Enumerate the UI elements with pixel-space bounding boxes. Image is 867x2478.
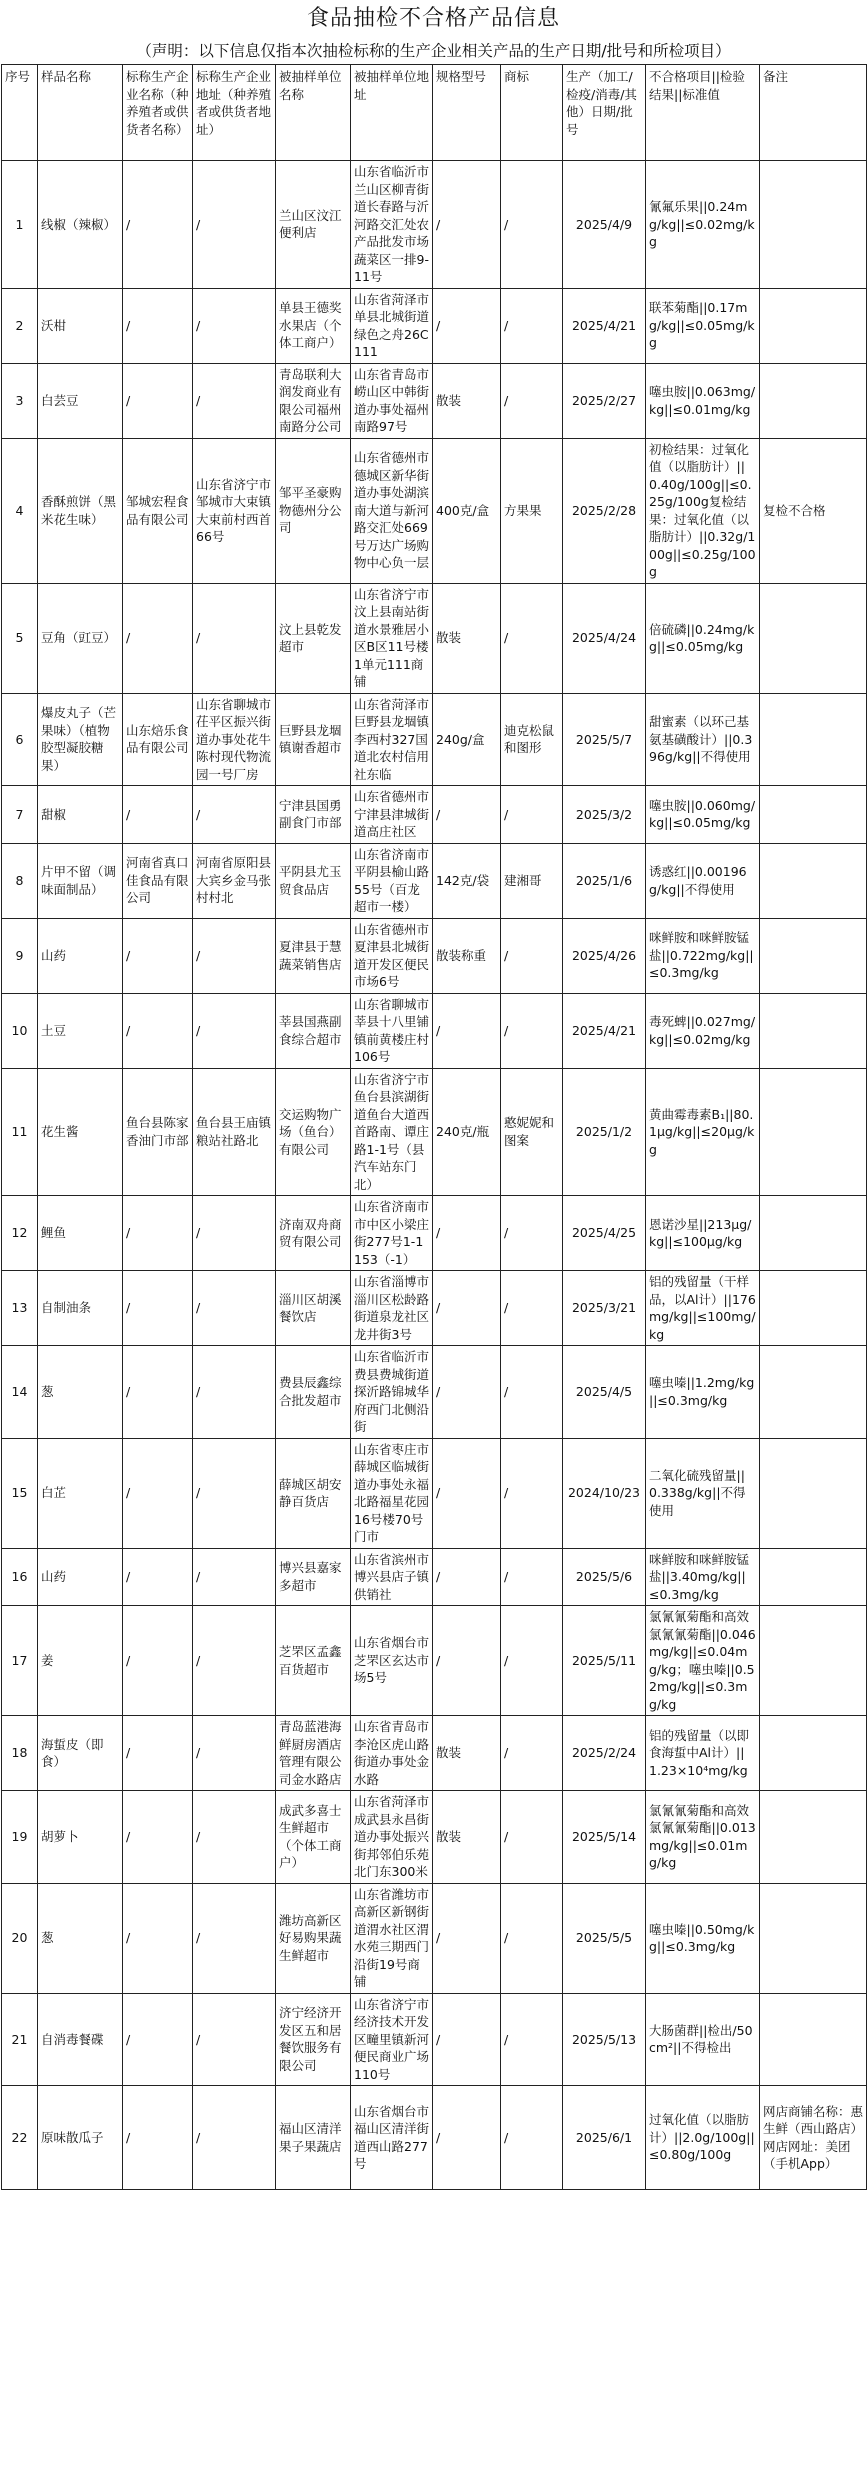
table-row — [2, 438, 867, 583]
table-cell: / — [501, 1548, 563, 1606]
table-cell: 2025/2/28 — [563, 438, 646, 583]
table-cell: 汶上县乾发超市 — [276, 583, 351, 693]
table-cell: / — [123, 1606, 193, 1716]
table-row — [2, 786, 867, 844]
table-row — [2, 1271, 867, 1346]
table-cell: 铝的残留量（干样品，以Al计）||176mg/kg||≤100mg/kg — [646, 1271, 760, 1346]
table-row — [2, 363, 867, 438]
table-cell: 鱼台县王庙镇粮站社路北 — [193, 1068, 276, 1196]
table-row — [2, 583, 867, 693]
table-cell — [760, 1346, 867, 1439]
table-cell: / — [193, 1791, 276, 1884]
table-cell: 夏津县于慧蔬菜销售店 — [276, 918, 351, 993]
table-cell: 山东省济宁市经济技术开发区疃里镇新河便民商业广场110号 — [351, 1993, 433, 2086]
table-cell: / — [501, 1271, 563, 1346]
table-cell: 21 — [2, 1993, 38, 2086]
table-cell: 成武多喜士生鲜超市（个体工商户） — [276, 1791, 351, 1884]
table-cell: / — [433, 1346, 501, 1439]
header-cell: 被抽样单位名称 — [276, 65, 351, 161]
table-cell: 山东省聊城市莘县十八里铺镇前黄楼庄村106号 — [351, 993, 433, 1068]
table-cell: / — [123, 161, 193, 289]
table-cell: / — [193, 1271, 276, 1346]
table-cell: 原味散瓜子 — [38, 2086, 123, 2190]
table-cell: 400克/盒 — [433, 438, 501, 583]
table-cell: 姜 — [38, 1606, 123, 1716]
table-cell: / — [433, 2086, 501, 2190]
table-cell — [760, 1993, 867, 2086]
table-cell: 8 — [2, 843, 38, 918]
table-cell: / — [501, 1791, 563, 1884]
table-cell: 散装 — [433, 583, 501, 693]
header-cell: 序号 — [2, 65, 38, 161]
table-cell: / — [193, 161, 276, 289]
table-cell: 河南省原阳县大宾乡金马张村村北 — [193, 843, 276, 918]
table-cell: 济南双舟商贸有限公司 — [276, 1196, 351, 1271]
table-cell: 初检结果：过氧化值（以脂肪计）||0.40g/100g||≤0.25g/100g复检结果：过氧化值（以脂肪计）||0.32g/100g||≤0.25g/100g — [646, 438, 760, 583]
table-cell: / — [193, 1606, 276, 1716]
table-cell: 2025/3/21 — [563, 1271, 646, 1346]
table-cell: 20 — [2, 1883, 38, 1993]
table-cell: 山东省青岛市崂山区中韩街道办事处福州南路97号 — [351, 363, 433, 438]
table-cell: 2025/4/21 — [563, 993, 646, 1068]
table-row — [2, 1993, 867, 2086]
table-cell: 山东省济宁市鱼台县滨湖街道鱼台大道西首路南、谭庄路1-1号（县汽车站东门北） — [351, 1068, 433, 1196]
table-cell: 恩诺沙星||213μg/kg||≤100μg/kg — [646, 1196, 760, 1271]
table-cell: 胡萝卜 — [38, 1791, 123, 1884]
table-cell: 9 — [2, 918, 38, 993]
table-cell: / — [193, 993, 276, 1068]
table-cell: / — [501, 1438, 563, 1548]
table-cell: 山东省济宁市汶上县南站街道水景雅居小区B区11号楼1单元111商铺 — [351, 583, 433, 693]
table-cell: / — [123, 1548, 193, 1606]
table-cell: / — [501, 1716, 563, 1791]
table-row — [2, 843, 867, 918]
table-cell: 邹平圣豪购物德州分公司 — [276, 438, 351, 583]
table-cell: 白芸豆 — [38, 363, 123, 438]
table-row — [2, 1438, 867, 1548]
table-cell: 山东省临沂市兰山区柳青街道长春路与沂河路交汇处农产品批发市场蔬菜区一排9-11号 — [351, 161, 433, 289]
disclaimer-note: （声明：以下信息仅指本次抽检标称的生产企业相关产品的生产日期/批号和所检项目） — [136, 42, 731, 60]
table-cell: 潍坊高新区好易购果蔬生鲜超市 — [276, 1883, 351, 1993]
table-cell: 山药 — [38, 1548, 123, 1606]
table-cell: 噻虫胺||0.063mg/kg||≤0.01mg/kg — [646, 363, 760, 438]
header-cell: 规格型号 — [433, 65, 501, 161]
table-cell: 二氧化硫残留量||0.338g/kg||不得使用 — [646, 1438, 760, 1548]
table-cell — [760, 1791, 867, 1884]
table-cell: / — [193, 363, 276, 438]
table-cell: 5 — [2, 583, 38, 693]
table-cell: 2025/6/1 — [563, 2086, 646, 2190]
table-cell: 4 — [2, 438, 38, 583]
table-cell: 福山区清洋果子果蔬店 — [276, 2086, 351, 2190]
table-cell: / — [123, 1993, 193, 2086]
table-cell — [760, 1196, 867, 1271]
table-cell: 爆皮丸子（芒果味）（植物胶型凝胶糖果） — [38, 693, 123, 786]
table-cell: 山东省聊城市茌平区振兴街道办事处花牛陈村现代物流园一号厂房 — [193, 693, 276, 786]
table-cell: / — [433, 786, 501, 844]
table-cell: 山东省临沂市费县费城街道探沂路锦城华府西门北侧沿街 — [351, 1346, 433, 1439]
table-cell: 2025/5/13 — [563, 1993, 646, 2086]
table-cell: 土豆 — [38, 993, 123, 1068]
table-cell: 鱼台县陈家香油门市部 — [123, 1068, 193, 1196]
table-cell: 山东省淄博市淄川区松龄路街道泉龙社区龙井街3号 — [351, 1271, 433, 1346]
table-cell: 13 — [2, 1271, 38, 1346]
table-row — [2, 1196, 867, 1271]
table-cell: 1 — [2, 161, 38, 289]
table-cell: 山东省菏泽市成武县永昌街道办事处振兴街邦邻伯乐苑北门东300米 — [351, 1791, 433, 1884]
table-cell: 过氧化值（以脂肪计）||2.0g/100g||≤0.80g/100g — [646, 2086, 760, 2190]
inspection-table — [1, 64, 867, 2190]
table-cell: / — [123, 918, 193, 993]
table-cell: 铝的残留量（以即食海蜇中Al计）||1.23×10⁴mg/kg — [646, 1716, 760, 1791]
table-cell: 山东省滨州市博兴县店子镇供销社 — [351, 1548, 433, 1606]
table-cell: 19 — [2, 1791, 38, 1884]
table-cell — [760, 1068, 867, 1196]
table-cell: 博兴县嘉家多超市 — [276, 1548, 351, 1606]
table-cell: / — [193, 1548, 276, 1606]
table-cell — [760, 288, 867, 363]
table-cell: 毒死蜱||0.027mg/kg||≤0.02mg/kg — [646, 993, 760, 1068]
table-cell: 济宁经济开发区五和居餐饮服务有限公司 — [276, 1993, 351, 2086]
table-row — [2, 288, 867, 363]
table-cell: / — [433, 1271, 501, 1346]
table-cell: 山东省德州市德城区新华街道办事处湖滨南大道与新河路交汇处669号万达广场购物中心负一层 — [351, 438, 433, 583]
table-cell: 山东省枣庄市薛城区临城街道办事处永福北路福星花园16号楼70号门市 — [351, 1438, 433, 1548]
table-cell: / — [501, 161, 563, 289]
table-cell: 巨野县龙堌镇谢香超市 — [276, 693, 351, 786]
table-cell: / — [433, 1993, 501, 2086]
table-cell: / — [123, 1438, 193, 1548]
table-cell: / — [433, 288, 501, 363]
table-cell: / — [193, 1716, 276, 1791]
table-cell: 憨妮妮和图案 — [501, 1068, 563, 1196]
table-cell: 16 — [2, 1548, 38, 1606]
table-cell: / — [501, 993, 563, 1068]
table-cell: 方果果 — [501, 438, 563, 583]
table-cell — [760, 363, 867, 438]
table-cell: / — [433, 1883, 501, 1993]
table-cell: / — [501, 918, 563, 993]
table-cell: 迪克松鼠和图形 — [501, 693, 563, 786]
table-row — [2, 993, 867, 1068]
table-cell — [760, 786, 867, 844]
table-cell: 噻虫嗪||1.2mg/kg||≤0.3mg/kg — [646, 1346, 760, 1439]
table-row — [2, 161, 867, 289]
table-cell: 10 — [2, 993, 38, 1068]
table-cell: 山东省菏泽市单县北城街道绿色之舟26C111 — [351, 288, 433, 363]
header-cell: 样品名称 — [38, 65, 123, 161]
table-cell — [760, 1606, 867, 1716]
table-cell: 22 — [2, 2086, 38, 2190]
table-cell: 薛城区胡安静百货店 — [276, 1438, 351, 1548]
table-cell: 氯氰氰菊酯和高效氯氰氰菊酯||0.013mg/kg||≤0.01mg/kg — [646, 1791, 760, 1884]
table-cell: / — [433, 161, 501, 289]
table-cell: / — [193, 1993, 276, 2086]
page-title: 食品抽检不合格产品信息 — [306, 6, 560, 31]
table-cell: 2025/4/26 — [563, 918, 646, 993]
table-cell: / — [501, 1196, 563, 1271]
table-cell: 18 — [2, 1716, 38, 1791]
table-cell: / — [193, 288, 276, 363]
table-cell: / — [123, 1196, 193, 1271]
table-cell: 山东省德州市夏津县北城街道开发区便民市场6号 — [351, 918, 433, 993]
table-cell: 咪鲜胺和咪鲜胺锰盐||3.40mg/kg||≤0.3mg/kg — [646, 1548, 760, 1606]
table-cell: / — [193, 1883, 276, 1993]
table-cell: / — [123, 993, 193, 1068]
table-cell: 2025/4/21 — [563, 288, 646, 363]
table-cell: / — [501, 288, 563, 363]
table-cell: 2025/2/24 — [563, 1716, 646, 1791]
table-cell: 片甲不留（调味面制品） — [38, 843, 123, 918]
table-cell: 2025/1/6 — [563, 843, 646, 918]
table-cell: 宁津县国勇副食门市部 — [276, 786, 351, 844]
table-cell: 线椒（辣椒） — [38, 161, 123, 289]
table-cell: 甜椒 — [38, 786, 123, 844]
table-cell: 6 — [2, 693, 38, 786]
table-cell: 交运购物广场（鱼台）有限公司 — [276, 1068, 351, 1196]
table-cell: 平阴县尤玉贸食品店 — [276, 843, 351, 918]
table-cell: / — [123, 1791, 193, 1884]
table-cell: / — [501, 2086, 563, 2190]
table-cell: 费县辰鑫综合批发超市 — [276, 1346, 351, 1439]
table-cell: 山东省青岛市李沧区虎山路街道办事处金水路 — [351, 1716, 433, 1791]
table-cell — [760, 1883, 867, 1993]
table-cell: 2025/2/27 — [563, 363, 646, 438]
table-cell: 邹城宏程食品有限公司 — [123, 438, 193, 583]
table-cell: 青岛联利大润发商业有限公司福州南路分公司 — [276, 363, 351, 438]
table-cell: 葱 — [38, 1346, 123, 1439]
table-cell: 倍硫磷||0.24mg/kg||≤0.05mg/kg — [646, 583, 760, 693]
table-cell: 甜蜜素（以环己基氨基磺酸计）||0.396g/kg||不得使用 — [646, 693, 760, 786]
table-cell: 网店商铺名称：惠生鲜（西山路店）网店网址：美团（手机App） — [760, 2086, 867, 2190]
header-cell: 不合格项目||检验结果||标准值 — [646, 65, 760, 161]
table-cell: 2025/5/5 — [563, 1883, 646, 1993]
table-cell: 复检不合格 — [760, 438, 867, 583]
table-cell: 青岛蓝港海鲜厨房酒店管理有限公司金水路店 — [276, 1716, 351, 1791]
table-cell: 3 — [2, 363, 38, 438]
table-row — [2, 1883, 867, 1993]
table-cell — [760, 161, 867, 289]
table-cell: / — [193, 786, 276, 844]
header-cell: 备注 — [760, 65, 867, 161]
table-cell: 沃柑 — [38, 288, 123, 363]
table-cell — [760, 1548, 867, 1606]
table-cell: 山东省烟台市福山区清洋街道西山路277号 — [351, 2086, 433, 2190]
table-cell: 2025/5/6 — [563, 1548, 646, 1606]
table-cell — [760, 843, 867, 918]
table-cell: 自制油条 — [38, 1271, 123, 1346]
table-cell: / — [193, 1438, 276, 1548]
table-cell: 2025/5/11 — [563, 1606, 646, 1716]
table-cell: 142克/袋 — [433, 843, 501, 918]
table-cell: / — [501, 1346, 563, 1439]
header-cell: 商标 — [501, 65, 563, 161]
table-cell: / — [123, 786, 193, 844]
table-cell: 咪鲜胺和咪鲜胺锰盐||0.722mg/kg||≤0.3mg/kg — [646, 918, 760, 993]
table-cell — [760, 583, 867, 693]
header-cell: 生产（加工/检疫/消毒/其他）日期/批号 — [563, 65, 646, 161]
table-cell: 散装 — [433, 363, 501, 438]
table-cell: 联苯菊酯||0.17mg/kg||≤0.05mg/kg — [646, 288, 760, 363]
table-cell: / — [433, 1548, 501, 1606]
table-cell: 2025/4/9 — [563, 161, 646, 289]
table-cell: 氯氰氰菊酯和高效氯氰氰菊酯||0.046mg/kg||≤0.04mg/kg；噻虫嗪||0.52mg/kg||≤0.3mg/kg — [646, 1606, 760, 1716]
table-cell: / — [433, 1606, 501, 1716]
table-cell: 山东省烟台市芝罘区玄达市场5号 — [351, 1606, 433, 1716]
table-cell: / — [501, 583, 563, 693]
table-cell: / — [123, 583, 193, 693]
table-cell: / — [433, 993, 501, 1068]
table-cell: 海蜇皮（即食） — [38, 1716, 123, 1791]
table-cell: 山东省菏泽市巨野县龙堌镇李西村327国道北农村信用社东临 — [351, 693, 433, 786]
table-cell: 17 — [2, 1606, 38, 1716]
table-row — [2, 918, 867, 993]
header-cell: 被抽样单位地址 — [351, 65, 433, 161]
table-cell: 散装 — [433, 1791, 501, 1884]
table-cell: 2025/1/2 — [563, 1068, 646, 1196]
table-cell: 淄川区胡溪餐饮店 — [276, 1271, 351, 1346]
table-cell: 7 — [2, 786, 38, 844]
table-cell: 自消毒餐碟 — [38, 1993, 123, 2086]
table-cell: / — [123, 1346, 193, 1439]
table-cell: 2025/3/2 — [563, 786, 646, 844]
table-cell: 2025/5/7 — [563, 693, 646, 786]
table-cell: 14 — [2, 1346, 38, 1439]
table-cell: 2025/4/24 — [563, 583, 646, 693]
table-row — [2, 693, 867, 786]
table-cell: 噻虫嗪||0.50mg/kg||≤0.3mg/kg — [646, 1883, 760, 1993]
table-cell: / — [501, 1993, 563, 2086]
table-cell: 山药 — [38, 918, 123, 993]
table-cell: 12 — [2, 1196, 38, 1271]
table-header-row — [2, 65, 867, 161]
table-cell: 单县王德奖水果店（个体工商户） — [276, 288, 351, 363]
table-cell: 河南省真口佳食品有限公司 — [123, 843, 193, 918]
table-cell: 15 — [2, 1438, 38, 1548]
table-cell: 240g/盒 — [433, 693, 501, 786]
table-cell: / — [193, 2086, 276, 2190]
table-cell: 鲤鱼 — [38, 1196, 123, 1271]
table-cell: / — [123, 363, 193, 438]
table-cell — [760, 693, 867, 786]
table-cell: 2025/5/14 — [563, 1791, 646, 1884]
table-cell: / — [123, 1883, 193, 1993]
table-cell: / — [123, 1271, 193, 1346]
table-cell: 兰山区汶江便利店 — [276, 161, 351, 289]
table-cell: / — [193, 583, 276, 693]
table-cell: 噻虫胺||0.060mg/kg||≤0.05mg/kg — [646, 786, 760, 844]
table-cell: 240克/瓶 — [433, 1068, 501, 1196]
table-cell: 葱 — [38, 1883, 123, 1993]
table-row — [2, 1068, 867, 1196]
table-row — [2, 2086, 867, 2190]
header-cell: 标称生产企业名称（种养殖者或供货者名称） — [123, 65, 193, 161]
table-row — [2, 1606, 867, 1716]
header-cell: 标称生产企业地址（种养殖者或供货者地址） — [193, 65, 276, 161]
table-cell — [760, 918, 867, 993]
table-cell: 氰氟乐果||0.24mg/kg||≤0.02mg/kg — [646, 161, 760, 289]
table-cell: 散装 — [433, 1716, 501, 1791]
table-row — [2, 1716, 867, 1791]
table-cell: / — [501, 1883, 563, 1993]
table-cell: 2024/10/23 — [563, 1438, 646, 1548]
table-cell: 山东省济南市平阴县榆山路55号（百龙超市一楼） — [351, 843, 433, 918]
table-cell: / — [193, 918, 276, 993]
table-cell: 大肠菌群||检出/50cm²||不得检出 — [646, 1993, 760, 2086]
table-cell: 莘县国燕副食综合超市 — [276, 993, 351, 1068]
table-cell — [760, 1438, 867, 1548]
table-cell: / — [123, 288, 193, 363]
table-cell: / — [433, 1196, 501, 1271]
table-cell: 山东省潍坊市高新区新钢街道渭水社区渭水苑三期西门沿街19号商铺 — [351, 1883, 433, 1993]
table-cell: / — [501, 363, 563, 438]
table-cell — [760, 993, 867, 1068]
table-row — [2, 1346, 867, 1439]
table-cell: 山东省济南市市中区小梁庄街277号1-1153（-1） — [351, 1196, 433, 1271]
table-cell: / — [433, 1438, 501, 1548]
table-cell: 白芷 — [38, 1438, 123, 1548]
table-cell: 山东焙乐食品有限公司 — [123, 693, 193, 786]
table-cell: / — [501, 1606, 563, 1716]
table-body — [2, 161, 867, 2190]
table-cell: 山东省济宁市邹城市大束镇大束前村西首66号 — [193, 438, 276, 583]
table-cell: 2025/4/5 — [563, 1346, 646, 1439]
table-cell: / — [123, 1716, 193, 1791]
table-cell — [760, 1271, 867, 1346]
table-cell: 豆角（豇豆） — [38, 583, 123, 693]
table-cell: 黄曲霉毒素B₁||80.1μg/kg||≤20μg/kg — [646, 1068, 760, 1196]
table-cell: 散装称重 — [433, 918, 501, 993]
table-cell: 山东省德州市宁津县津城街道高庄社区 — [351, 786, 433, 844]
table-cell — [760, 1716, 867, 1791]
table-row — [2, 1548, 867, 1606]
table-cell: / — [193, 1196, 276, 1271]
table-cell: 11 — [2, 1068, 38, 1196]
table-cell: 香酥煎饼（黑米花生味） — [38, 438, 123, 583]
table-cell: 建湘哥 — [501, 843, 563, 918]
table-cell: / — [193, 1346, 276, 1439]
table-cell: / — [501, 786, 563, 844]
table-cell: 诱惑红||0.00196g/kg||不得使用 — [646, 843, 760, 918]
table-row — [2, 1791, 867, 1884]
table-cell: / — [123, 2086, 193, 2190]
table-cell: 2 — [2, 288, 38, 363]
table-cell: 芝罘区孟鑫百货超市 — [276, 1606, 351, 1716]
table-cell: 2025/4/25 — [563, 1196, 646, 1271]
table-cell: 花生酱 — [38, 1068, 123, 1196]
